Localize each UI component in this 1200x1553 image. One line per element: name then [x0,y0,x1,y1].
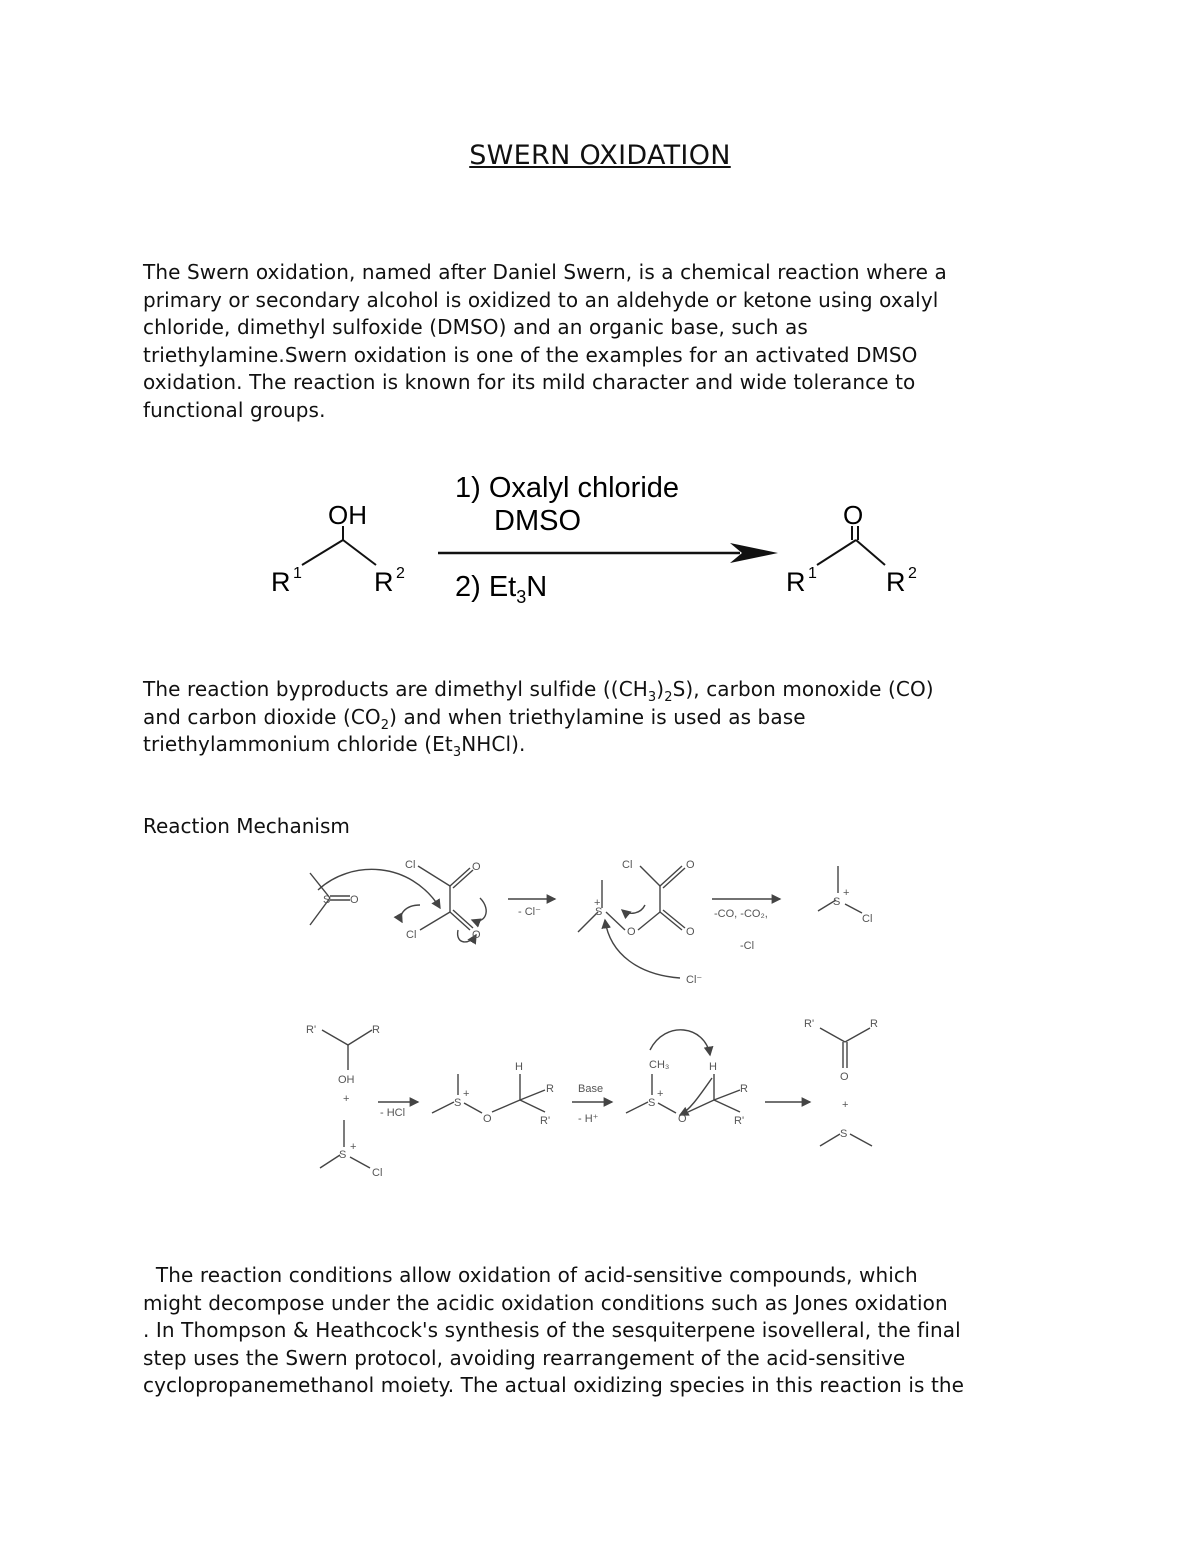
mech-rprime-ylide: R' [734,1115,745,1127]
intro-line: oxidation. The reaction is known for its mild character and wide tolerance to [143,370,916,394]
mech-s-dms: S [840,1128,848,1140]
product-r2-superscript: 2 [908,565,917,582]
mech-o-bottom: O [472,929,481,941]
product-r2-label: R [886,567,906,597]
mech-s-row2: S [339,1149,347,1161]
closing-line: step uses the Swern protocol, avoiding rearrangement of the acid-sensitive [143,1345,906,1370]
mechanism-heading: Reaction Mechanism [143,814,350,838]
reagent-dmso: DMSO [494,505,581,537]
mech-s-alkoxy: S [454,1097,462,1109]
mech-rprime-prod: R' [804,1018,815,1030]
byproducts-line: The reaction byproducts are dimethyl sulfide $((CH_3)_2S)$, carbon monoxide (CO) [143,677,934,705]
page-title: SWERN OXIDATION [469,140,731,171]
mech-minus-cl: - Cl⁻ [518,906,541,918]
reactant-r1-label: R [271,567,291,597]
intro-line: triethylamine.Swern oxidation is one of the examples for an activated DMSO [143,342,918,367]
intro-line: functional groups. [143,397,326,422]
mech-plus-row2: + [350,1141,357,1153]
mech-o-int: O [627,926,636,938]
mech-rprime-alkoxy: R' [540,1115,551,1127]
mech-r-prod: R [870,1018,878,1030]
mech-dmso-o: O [350,894,359,906]
closing-line: might decompose under the acidic oxidation conditions such as Jones oxidation [143,1290,948,1315]
mech-minus-hcl: - HCl [380,1107,406,1119]
mech-plus-1: + [343,1093,350,1105]
closing-paragraph [143,1262,1073,1400]
mech-cl-row2: Cl [372,1167,383,1179]
mech-base: Base [578,1083,604,1095]
mech-r-alc: R [372,1024,380,1036]
mech-plus-ylide: + [657,1088,664,1100]
mech-o-ylide: O [678,1113,687,1125]
intro-line: primary or secondary alcohol is oxidized to an aldehyde or ketone using oxalyl [143,287,939,312]
mech-r-alkoxy: R [546,1083,554,1095]
mech-o-prod: O [840,1071,849,1083]
mech-s-chloro: S [833,896,841,908]
mech-cl-chloro: Cl [862,913,873,925]
reagent-oxalyl-chloride: 1) Oxalyl chloride [455,472,680,504]
mech-cl-top: Cl [405,859,416,871]
closing-line: . In Thompson & Heathcock's synthesis of the sesquiterpene isovelleral, the final [143,1318,961,1342]
mech-o-int-top: O [686,859,695,871]
mech-dmso-s: S [323,894,331,906]
intro-line: chloride, dimethyl sulfoxide (DMSO) and an organic base, such as [143,315,808,339]
mech-plus-alkoxy: + [463,1088,470,1100]
product-carbonyl-o-label: O [843,500,864,530]
mech-minus-h: - H⁺ [578,1113,599,1125]
mech-cl-bottom: Cl [406,929,417,941]
mech-ch3: CH₃ [649,1059,670,1071]
byproducts-line: triethylammonium chloride $(Et_3NHCl)$. [143,732,526,760]
mech-cl-minus: Cl⁻ [686,974,703,986]
mech-plus-int: + [594,897,601,909]
mech-h-ylide: H [709,1061,717,1073]
mech-o-alkoxy: O [483,1113,492,1125]
byproducts-line: and carbon dioxide $(CO_2)$ and when triethylamine is used as base [143,704,806,733]
mech-plus-chloro: + [843,887,850,899]
reactant-r1-superscript: 1 [293,565,302,582]
mech-h-alkoxy: H [515,1061,523,1073]
intro-line: The Swern oxidation, named after Daniel Swern, is a chemical reaction where a [143,260,947,284]
mech-co-co2: -CO, -CO₂, [714,908,768,920]
mech-o-int-bottom: O [686,926,695,938]
product-r1-label: R [786,567,806,597]
reactant-r2-superscript: 2 [396,565,405,582]
mech-r-ylide: R [740,1083,748,1095]
mech-oh-alc: OH [338,1074,355,1086]
closing-line: The reaction conditions allow oxidation of acid-sensitive compounds, which [143,1263,918,1287]
reactant-oh-label: OH [328,500,367,530]
mech-plus-prod: + [842,1099,849,1111]
mech-o-top: O [472,861,481,873]
reagent-et3n: 2) $Et_3N$ [455,571,548,607]
mech-s-int: S [595,906,603,918]
mech-s-ylide: S [648,1097,656,1109]
mech-cl-int: Cl [622,859,633,871]
mech-minus-cl-2: -Cl [740,940,755,952]
product-r1-superscript: 1 [808,565,817,582]
closing-line: cyclopropanemethanol moiety. The actual oxidizing species in this reaction is the [143,1373,965,1397]
mech-rprime-alc: R' [306,1024,317,1036]
reactant-r2-label: R [374,567,394,597]
